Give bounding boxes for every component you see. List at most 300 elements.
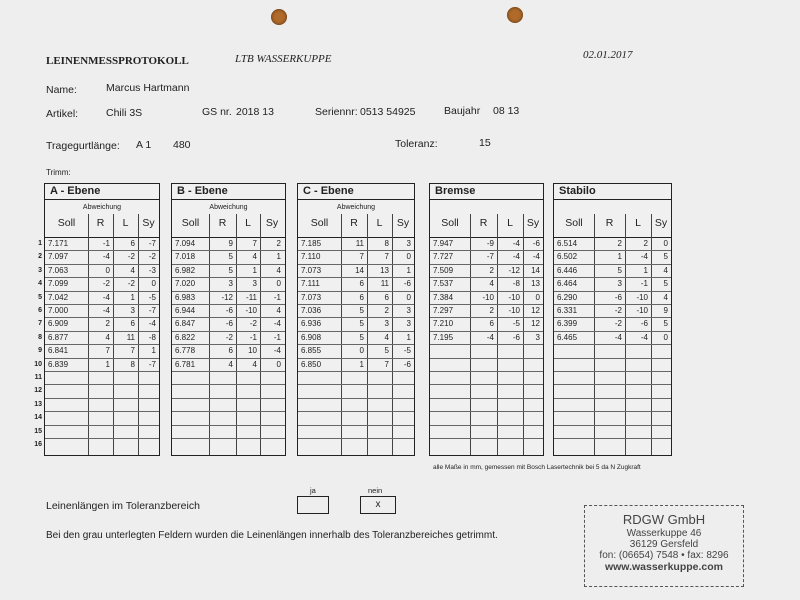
- deviation-value: 4: [130, 265, 135, 275]
- deviation-value: 2: [617, 239, 622, 248]
- table-subtitle: Abweichung: [209, 204, 248, 211]
- name-label: Name:: [46, 84, 77, 96]
- divider: [45, 199, 159, 200]
- soll-value: 6.847: [175, 319, 196, 329]
- deviation-value: -9: [486, 239, 494, 248]
- row-line: [430, 425, 543, 426]
- footnote: alle Maße in mm, gemessen mit Bosch Lasertechnik bei 5 da N Zugkraft: [433, 464, 641, 471]
- trim-label: Trimm:: [46, 168, 71, 177]
- riser-label: Tragegurtlänge:: [46, 140, 120, 152]
- deviation-value: 8: [384, 239, 389, 248]
- document-date: 02.01.2017: [583, 49, 633, 61]
- soll-value: 6.936: [301, 319, 322, 329]
- deviation-value: 5: [663, 279, 668, 289]
- deviation-value: -1: [273, 292, 281, 302]
- deviation-value: -1: [102, 239, 110, 248]
- row-line: [45, 277, 159, 278]
- deviation-value: 4: [105, 332, 110, 342]
- column-header: Sy: [654, 217, 668, 229]
- row-number: 11: [34, 374, 42, 381]
- row-line: [554, 304, 671, 305]
- row-line: [298, 317, 414, 318]
- soll-value: 6.464: [557, 279, 578, 289]
- row-line: [172, 264, 285, 265]
- divider: [172, 237, 285, 238]
- company-stamp: [584, 505, 744, 587]
- row-line: [298, 344, 414, 345]
- deviation-value: -7: [148, 239, 156, 248]
- table-bremse: [429, 183, 544, 456]
- deviation-value: 2: [643, 239, 648, 248]
- tolerance-label: Toleranz:: [395, 138, 438, 150]
- row-number: 12: [34, 387, 42, 395]
- deviation-value: -8: [512, 279, 520, 289]
- stamp-city: 36129 Gersfeld: [629, 539, 699, 550]
- column-header: Soll: [57, 217, 76, 229]
- soll-value: 7.384: [433, 292, 454, 302]
- deviation-value: 5: [617, 265, 622, 275]
- soll-value: 6.850: [301, 359, 322, 369]
- row-number: 16: [34, 441, 42, 448]
- row-line: [45, 264, 159, 265]
- soll-value: 7.018: [175, 252, 196, 262]
- row-line: [430, 411, 543, 412]
- row-number: 6: [38, 307, 42, 314]
- row-line: [298, 425, 414, 426]
- deviation-value: 4: [384, 332, 389, 342]
- year-value: 08 13: [493, 105, 520, 117]
- soll-value: 7.063: [48, 265, 69, 275]
- soll-value: 7.073: [301, 292, 322, 302]
- row-number: 3: [38, 266, 42, 274]
- deviation-value: -12: [221, 292, 233, 302]
- row-line: [45, 291, 159, 292]
- column-header: L: [245, 217, 251, 229]
- row-line: [430, 358, 543, 359]
- deviation-value: 5: [228, 252, 233, 262]
- row-line: [45, 425, 159, 426]
- row-line: [45, 344, 159, 345]
- deviation-value: -4: [614, 332, 622, 342]
- soll-value: 6.877: [48, 332, 69, 342]
- deviation-value: 7: [359, 252, 364, 262]
- ja-label: ja: [310, 486, 316, 495]
- column-header: Soll: [441, 217, 459, 229]
- deviation-value: -1: [273, 332, 281, 342]
- table-b-ebene: [171, 183, 286, 456]
- deviation-value: 14: [355, 265, 364, 275]
- row-line: [554, 277, 671, 278]
- stamp-phone: fon: (06654) 7548 • fax: 8296: [599, 550, 729, 561]
- deviation-value: -4: [640, 252, 648, 262]
- deviation-value: -4: [512, 252, 520, 262]
- row-number: 14: [34, 414, 42, 422]
- row-number: 4: [38, 280, 42, 288]
- soll-value: 7.171: [48, 239, 69, 248]
- deviation-value: 4: [663, 292, 668, 302]
- column-header: L: [635, 217, 641, 229]
- deviation-value: 0: [276, 359, 281, 369]
- deviation-value: -4: [102, 306, 110, 315]
- soll-value: 7.185: [301, 239, 322, 248]
- deviation-value: 5: [384, 346, 389, 356]
- deviation-value: -12: [508, 265, 520, 275]
- deviation-value: -2: [225, 332, 233, 342]
- row-line: [45, 250, 159, 251]
- row-number: 7: [38, 320, 42, 328]
- deviation-value: 5: [663, 252, 668, 262]
- table-title: C - Ebene: [303, 185, 354, 197]
- deviation-value: 12: [531, 306, 540, 315]
- serial-label: Seriennr:: [315, 106, 358, 118]
- soll-value: 7.073: [301, 265, 322, 275]
- deviation-value: -10: [508, 292, 520, 302]
- row-line: [172, 304, 285, 305]
- row-line: [554, 344, 671, 345]
- row-line: [554, 425, 671, 426]
- row-line: [554, 264, 671, 265]
- row-number: 15: [34, 427, 42, 435]
- soll-value: 7.099: [48, 279, 69, 289]
- stamp-street: Wasserkuppe 46: [626, 528, 702, 539]
- row-line: [298, 291, 414, 292]
- deviation-value: 1: [252, 265, 257, 275]
- row-line: [172, 384, 285, 385]
- divider: [172, 199, 285, 200]
- deviation-value: -10: [636, 306, 648, 315]
- column-header: Soll: [310, 217, 329, 229]
- row-line: [45, 331, 159, 332]
- row-line: [430, 398, 543, 399]
- row-number: 9: [38, 347, 42, 355]
- deviation-value: -7: [148, 359, 156, 369]
- row-line: [554, 438, 671, 439]
- row-line: [430, 250, 543, 251]
- deviation-value: 5: [663, 319, 668, 329]
- name-value: Marcus Hartmann: [106, 82, 190, 94]
- deviation-value: 0: [406, 292, 411, 302]
- deviation-value: -1: [640, 279, 648, 289]
- deviation-value: 0: [151, 279, 156, 289]
- row-line: [45, 317, 159, 318]
- riser-length-value: 480: [173, 139, 191, 151]
- table-title: A - Ebene: [50, 185, 101, 197]
- deviation-value: 3: [406, 319, 411, 329]
- soll-value: 6.502: [557, 252, 578, 262]
- deviation-value: 1: [276, 252, 281, 262]
- soll-value: 7.727: [433, 252, 454, 262]
- table-title: B - Ebene: [177, 185, 228, 197]
- deviation-value: 0: [663, 332, 668, 342]
- row-line: [172, 411, 285, 412]
- deviation-value: 7: [252, 239, 257, 248]
- deviation-value: 11: [380, 279, 389, 289]
- row-line: [430, 331, 543, 332]
- row-line: [172, 277, 285, 278]
- row-line: [45, 411, 159, 412]
- deviation-value: 11: [355, 239, 364, 248]
- deviation-value: 0: [663, 239, 668, 248]
- deviation-value: 13: [531, 279, 540, 289]
- row-line: [554, 291, 671, 292]
- deviation-value: 7: [130, 346, 135, 356]
- deviation-value: 0: [105, 265, 110, 275]
- deviation-value: -4: [273, 319, 281, 329]
- deviation-value: 0: [535, 292, 540, 302]
- column-header: Sy: [265, 217, 279, 229]
- row-line: [298, 331, 414, 332]
- row-line: [554, 358, 671, 359]
- column-header: R: [96, 217, 105, 229]
- deviation-value: -10: [508, 306, 520, 315]
- year-label: Baujahr: [444, 105, 481, 117]
- row-line: [45, 371, 159, 372]
- soll-value: 7.509: [433, 265, 454, 275]
- soll-value: 7.537: [433, 279, 454, 289]
- column-header: L: [507, 217, 513, 229]
- deviation-value: 10: [248, 346, 257, 356]
- deviation-value: 1: [130, 292, 135, 302]
- deviation-value: 3: [252, 279, 257, 289]
- deviation-value: 0: [406, 252, 411, 262]
- divider: [45, 237, 159, 238]
- deviation-value: 6: [359, 279, 364, 289]
- deviation-value: -2: [102, 279, 110, 289]
- deviation-value: -4: [486, 332, 494, 342]
- deviation-value: 6: [359, 292, 364, 302]
- row-number: 1: [38, 240, 42, 247]
- deviation-value: -1: [249, 332, 257, 342]
- deviation-value: -10: [245, 306, 257, 315]
- deviation-value: -10: [636, 292, 648, 302]
- soll-value: 6.514: [557, 239, 578, 248]
- soll-value: 6.909: [48, 319, 69, 329]
- deviation-value: 6: [130, 319, 135, 329]
- deviation-value: 1: [643, 265, 648, 275]
- column-header: L: [376, 217, 383, 229]
- row-line: [554, 371, 671, 372]
- deviation-value: 3: [130, 306, 135, 315]
- deviation-value: 1: [617, 252, 622, 262]
- column-header: Soll: [565, 217, 583, 229]
- deviation-value: -2: [614, 319, 622, 329]
- deviation-value: 1: [406, 265, 411, 275]
- column-header: Sy: [396, 217, 410, 229]
- deviation-value: 6: [228, 346, 233, 356]
- deviation-value: -6: [532, 239, 540, 248]
- deviation-value: -6: [225, 306, 233, 315]
- divider: [430, 199, 543, 200]
- deviation-value: -10: [482, 292, 494, 302]
- deviation-value: 4: [489, 279, 494, 289]
- soll-value: 7.042: [48, 292, 69, 302]
- table-a-ebene: [44, 183, 160, 456]
- deviation-value: 9: [228, 239, 233, 248]
- soll-value: 7.094: [175, 239, 196, 248]
- punch-hole: [271, 9, 287, 25]
- deviation-value: -4: [532, 252, 540, 262]
- punch-hole: [507, 7, 523, 23]
- row-number: 2: [38, 253, 42, 261]
- row-line: [554, 398, 671, 399]
- row-line: [45, 398, 159, 399]
- row-line: [172, 371, 285, 372]
- row-line: [298, 358, 414, 359]
- deviation-value: -4: [640, 332, 648, 342]
- deviation-value: -4: [102, 252, 110, 262]
- deviation-value: 11: [126, 332, 135, 342]
- soll-value: 6.841: [48, 346, 69, 356]
- stamp-web: www.wasserkuppe.com: [604, 561, 724, 573]
- row-line: [298, 371, 414, 372]
- row-line: [430, 277, 543, 278]
- row-line: [430, 438, 543, 439]
- column-header: Sy: [526, 217, 540, 229]
- soll-value: 7.297: [433, 306, 454, 315]
- deviation-value: 7: [384, 252, 389, 262]
- tolerance-value: 15: [479, 137, 491, 149]
- table-subtitle: Abweichung: [336, 204, 376, 211]
- row-line: [172, 358, 285, 359]
- soll-value: 6.446: [557, 265, 578, 275]
- deviation-value: 2: [489, 306, 494, 315]
- deviation-value: 0: [359, 346, 364, 356]
- divider: [430, 237, 543, 238]
- deviation-value: -3: [148, 265, 156, 275]
- gs-label: GS nr.: [202, 106, 232, 118]
- soll-value: 6.778: [175, 346, 196, 356]
- soll-value: 7.020: [175, 279, 196, 289]
- deviation-value: 6: [130, 239, 135, 248]
- deviation-value: 3: [228, 279, 233, 289]
- column-header: L: [122, 217, 129, 229]
- divider: [298, 237, 414, 238]
- soll-value: 6.983: [175, 292, 196, 302]
- deviation-value: -4: [273, 346, 281, 356]
- soll-value: 7.110: [301, 252, 321, 262]
- row-line: [45, 358, 159, 359]
- ja-checkbox[interactable]: [297, 496, 329, 514]
- soll-value: 6.465: [557, 332, 578, 342]
- deviation-value: 1: [105, 359, 110, 369]
- deviation-value: 3: [406, 306, 411, 315]
- divider: [554, 237, 671, 238]
- article-value: Chili 3S: [106, 107, 143, 119]
- deviation-value: -5: [148, 292, 156, 302]
- row-line: [298, 398, 414, 399]
- row-line: [172, 425, 285, 426]
- document-title: LEINENMESSPROTOKOLL: [46, 55, 189, 67]
- deviation-value: 5: [228, 265, 233, 275]
- deviation-value: -4: [148, 319, 156, 329]
- deviation-value: -5: [512, 319, 520, 329]
- row-line: [45, 384, 159, 385]
- row-line: [298, 264, 414, 265]
- row-line: [172, 344, 285, 345]
- deviation-value: 8: [130, 359, 135, 369]
- row-line: [554, 384, 671, 385]
- row-line: [430, 264, 543, 265]
- soll-value: 6.331: [557, 306, 578, 315]
- row-line: [554, 250, 671, 251]
- deviation-value: -6: [614, 292, 622, 302]
- deviation-value: 4: [252, 252, 257, 262]
- deviation-value: 14: [531, 265, 540, 275]
- soll-value: 7.111: [301, 279, 320, 289]
- deviation-value: -6: [225, 319, 233, 329]
- row-line: [172, 438, 285, 439]
- row-line: [430, 304, 543, 305]
- table-subtitle: Abweichung: [82, 204, 122, 211]
- column-header: Soll: [181, 217, 200, 229]
- deviation-value: 5: [359, 319, 364, 329]
- deviation-value: 6: [384, 292, 389, 302]
- row-line: [172, 331, 285, 332]
- gs-value: 2018 13: [236, 106, 274, 118]
- row-line: [172, 317, 285, 318]
- soll-value: 7.195: [433, 332, 454, 342]
- deviation-value: -2: [127, 279, 135, 289]
- column-header: R: [479, 217, 488, 229]
- deviation-value: 7: [105, 346, 110, 356]
- trim-note: Bei den grau unterlegten Feldern wurden die Leinenlängen innerhalb des Toleranzbereiches getrimmt.: [46, 530, 498, 541]
- deviation-value: -2: [249, 319, 257, 329]
- deviation-value: 4: [276, 306, 281, 315]
- soll-value: 6.855: [301, 346, 322, 356]
- row-line: [45, 438, 159, 439]
- soll-value: 7.036: [301, 306, 322, 315]
- deviation-value: 1: [359, 359, 364, 369]
- riser-a-value: A 1: [136, 139, 152, 151]
- table-title: Bremse: [435, 185, 476, 197]
- deviation-value: -2: [148, 252, 156, 262]
- soll-value: 6.839: [48, 359, 69, 369]
- deviation-value: -2: [614, 306, 622, 315]
- soll-value: 6.399: [557, 319, 578, 329]
- soll-value: 7.947: [433, 239, 454, 248]
- deviation-value: -6: [403, 359, 411, 369]
- table-stabilo: [553, 183, 672, 456]
- soll-value: 6.908: [301, 332, 322, 342]
- row-line: [430, 344, 543, 345]
- row-number: 8: [38, 333, 42, 341]
- deviation-value: 2: [489, 265, 494, 275]
- column-header: Sy: [142, 217, 155, 229]
- deviation-value: -2: [127, 252, 135, 262]
- soll-value: 6.781: [175, 359, 196, 369]
- column-header: R: [605, 217, 614, 229]
- row-line: [430, 384, 543, 385]
- deviation-value: -6: [640, 319, 648, 329]
- nein-checkbox[interactable]: x: [360, 496, 396, 514]
- deviation-value: 3: [384, 319, 389, 329]
- soll-value: 6.290: [557, 292, 578, 302]
- column-header: R: [218, 217, 227, 229]
- deviation-value: -8: [148, 332, 156, 342]
- row-line: [298, 411, 414, 412]
- deviation-value: -6: [403, 279, 411, 289]
- soll-value: 6.944: [175, 306, 196, 315]
- deviation-value: 2: [384, 306, 389, 315]
- deviation-value: 9: [663, 306, 668, 315]
- nein-label: nein: [368, 486, 383, 495]
- deviation-value: 12: [531, 319, 540, 329]
- article-label: Artikel:: [46, 108, 79, 120]
- deviation-value: -7: [148, 306, 156, 315]
- soll-value: 7.000: [48, 306, 69, 315]
- deviation-value: 2: [105, 319, 110, 329]
- deviation-value: 1: [406, 332, 411, 342]
